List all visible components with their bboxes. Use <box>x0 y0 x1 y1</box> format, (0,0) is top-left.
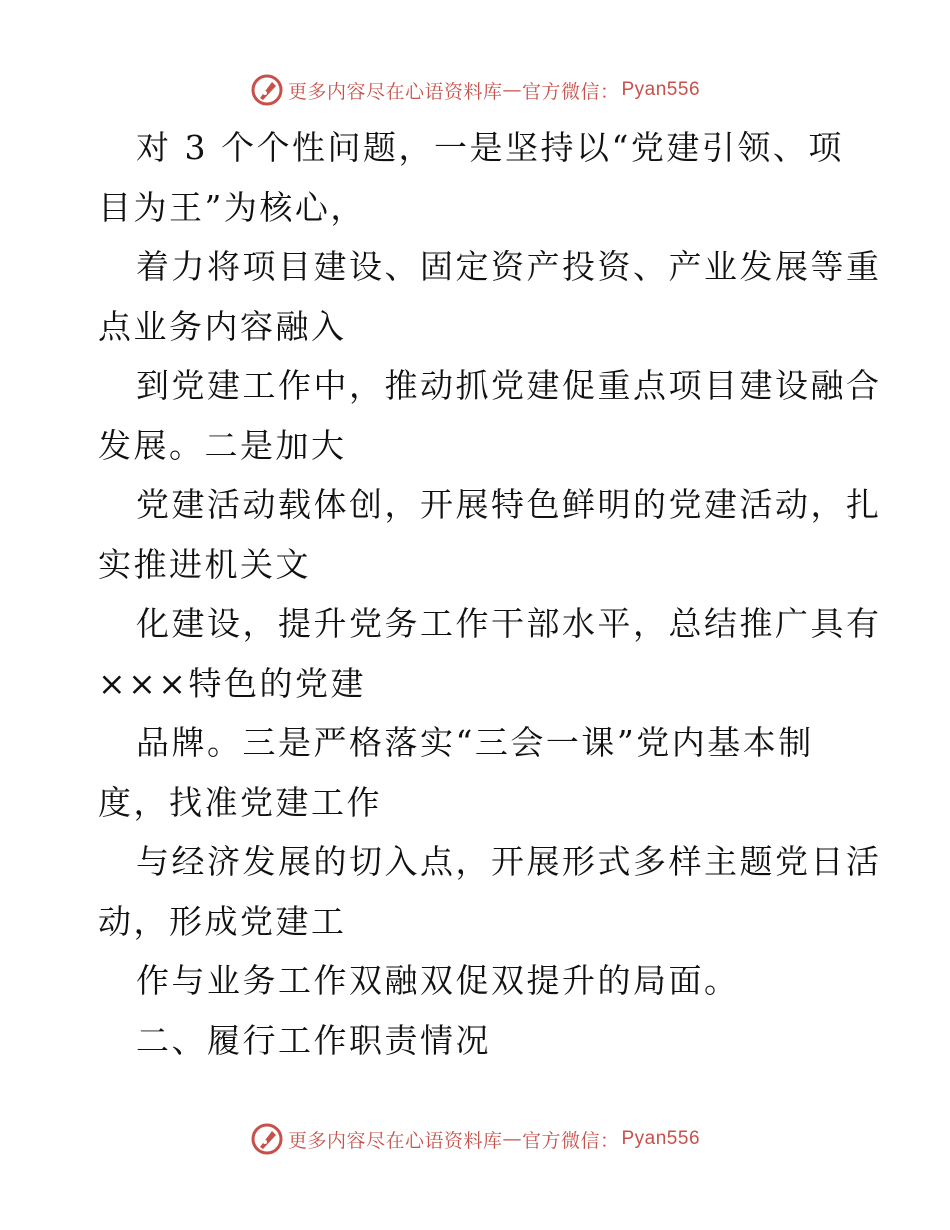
body-line: 点业务内容融入 <box>98 306 347 346</box>
banner-separator: — <box>502 79 522 101</box>
document-body <box>98 118 882 1070</box>
banner-account: Pyan556 <box>621 1128 701 1149</box>
body-line: 动，形成党建工 <box>98 901 347 941</box>
body-line: 对 3 个个性问题，一是坚持以“党建引领、项 <box>136 128 844 167</box>
banner-brand-text: 更多内容尽在心语资料库 <box>287 1129 503 1152</box>
banner-wechat-label: 官方微信： <box>521 1129 620 1152</box>
body-line: 发展。二是加大 <box>98 425 347 465</box>
pen-nib-logo-icon <box>250 1122 284 1156</box>
body-line: 党建活动载体创，开展特色鲜明的党建活动，扎 <box>136 485 882 524</box>
section-heading: 二、履行工作职责情况 <box>136 1020 491 1060</box>
body-line: 到党建工作中，推动抓党建促重点项目建设融合 <box>136 366 882 405</box>
footer-banner <box>0 1119 950 1159</box>
banner-wechat-label: 官方微信： <box>521 80 620 103</box>
body-line: 品牌。三是严格落实“三会一课”党内基本制 <box>136 723 814 762</box>
body-line: 度，找准党建工作 <box>98 782 382 822</box>
pen-nib-logo-icon <box>250 73 284 107</box>
body-line: ×××特色的党建 <box>98 663 366 703</box>
body-line: 与经济发展的切入点，开展形式多样主题党日活 <box>136 842 882 881</box>
banner-separator: — <box>502 1128 522 1150</box>
banner-account: Pyan556 <box>621 79 701 100</box>
banner-brand-text: 更多内容尽在心语资料库 <box>287 80 503 103</box>
body-line: 着力将项目建设、固定资产投资、产业发展等重 <box>136 247 882 286</box>
header-banner <box>0 70 950 110</box>
body-line: 作与业务工作双融双促双提升的局面。 <box>136 961 740 1000</box>
body-line: 实推进机关文 <box>98 544 311 584</box>
body-line: 目为王”为核心， <box>98 187 366 227</box>
body-line: 化建设，提升党务工作干部水平，总结推广具有 <box>136 604 882 643</box>
